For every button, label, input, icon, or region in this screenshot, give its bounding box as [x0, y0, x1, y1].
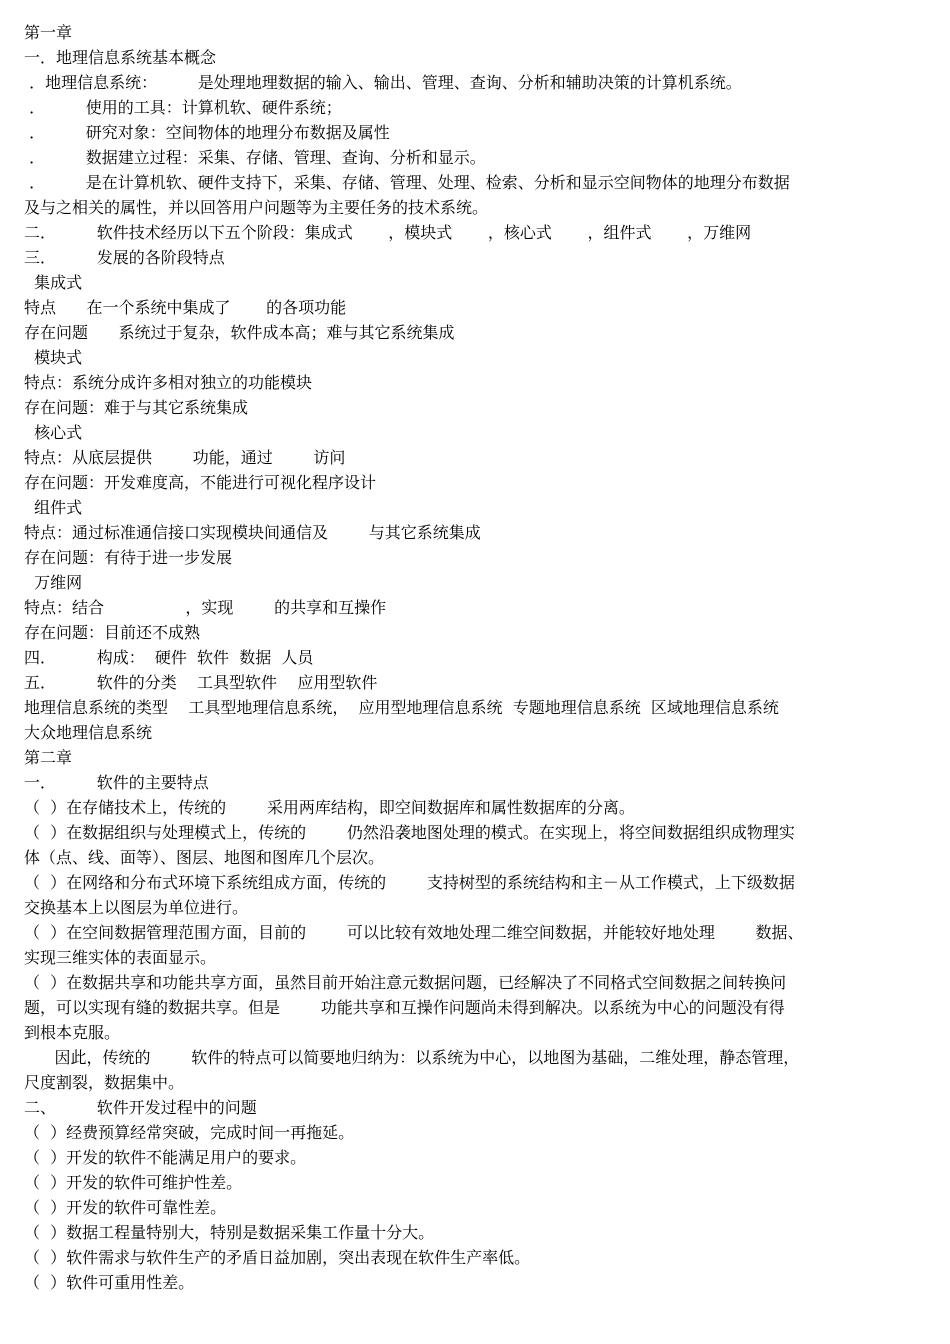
text-line: 题，可以实现有缝的数据共享。但是 功能共享和互操作问题尚未得到解决。以系统为中心的问题没有得	[24, 998, 785, 1017]
list-item: （ ）软件可重用性差。	[24, 1273, 195, 1292]
text-line: 因此，传统的 软件的特点可以简要地归纳为：以系统为中心，以地图为基础，二维处理，静态管理，	[24, 1048, 800, 1067]
text-line: 存在问题：目前还不成熟	[24, 623, 201, 642]
text-line: 尺度割裂，数据集中。	[24, 1073, 185, 1092]
list-item: （ ）开发的软件可维护性差。	[24, 1173, 243, 1192]
text-line: ． 数据建立过程：采集、存储、管理、查询、分析和显示。	[24, 148, 486, 167]
text-line: 特点：结合 ，实现 的共享和互操作	[24, 598, 387, 617]
text-line: 存在问题：开发难度高，不能进行可视化程序设计	[24, 473, 377, 492]
text-line: 特点 在一个系统中集成了 的各项功能	[24, 298, 347, 317]
section-heading: 一． 软件的主要特点	[24, 773, 209, 792]
list-item: （ ）在空间数据管理范围方面，目前的 可以比较有效地处理二维空间数据，并能较好地处理 数据、	[24, 923, 804, 942]
text-line: ． 使用的工具：计算机软、硬件系统；	[24, 98, 342, 117]
section-heading: 一．地理信息系统基本概念	[24, 48, 217, 67]
list-item: （ ）在网络和分布式环境下系统组成方面，传统的 支持树型的系统结构和主－从工作模式，上下级数据	[24, 873, 795, 892]
list-item: （ ）开发的软件可靠性差。	[24, 1198, 227, 1217]
text-line: 到根本克服。	[24, 1023, 121, 1042]
text-line: 特点：系统分成许多相对独立的功能模块	[24, 373, 313, 392]
text-line: 存在问题：难于与其它系统集成	[24, 398, 249, 417]
subheading: 核心式	[24, 423, 83, 442]
section-heading: 四． 构成： 硬件 软件 数据 人员	[24, 648, 314, 667]
text-line: 大众地理信息系统	[24, 723, 153, 742]
section-heading: 二． 软件技术经历以下五个阶段：集成式 ，模块式 ，核心式 ，组件式 ，万维网	[24, 223, 752, 242]
subheading: 万维网	[24, 573, 83, 592]
text-line: ．地理信息系统： 是处理地理数据的输入、输出、管理、查询、分析和辅助决策的计算机系统。	[24, 73, 742, 92]
text-line: 交换基本上以图层为单位进行。	[24, 898, 249, 917]
list-item: （ ）在数据组织与处理模式上，传统的 仍然沿袭地图处理的模式。在实现上，将空间数据组织成物理实	[24, 823, 795, 842]
chapter-2-title: 第二章	[24, 748, 73, 767]
list-item: （ ）数据工程量特别大，特别是数据采集工作量十分大。	[24, 1223, 435, 1242]
section-heading: 二、 软件开发过程中的问题	[24, 1098, 257, 1117]
text-line: 特点：通过标准通信接口实现模块间通信及 与其它系统集成	[24, 523, 481, 542]
list-item: （ ）软件需求与软件生产的矛盾日益加剧，突出表现在软件生产率低。	[24, 1248, 531, 1267]
text-line: 及与之相关的属性，并以回答用户问题等为主要任务的技术系统。	[24, 198, 489, 217]
text-line: 地理信息系统的类型 工具型地理信息系统， 应用型地理信息系统 专题地理信息系统 区域地理信息系统	[24, 698, 779, 717]
text-line: 存在问题 系统过于复杂，软件成本高；难与其它系统集成	[24, 323, 455, 342]
text-line: ． 研究对象：空间物体的地理分布数据及属性	[24, 123, 390, 142]
text-line: 实现三维实体的表面显示。	[24, 948, 217, 967]
text-line: 体（点、线、面等）、图层、地图和图库几个层次。	[24, 848, 385, 867]
list-item: （ ）经费预算经常突破，完成时间一再拖延。	[24, 1123, 355, 1142]
text-line: 特点：从底层提供 功能，通过 访问	[24, 448, 346, 467]
text-line: ． 是在计算机软、硬件支持下，采集、存储、管理、处理、检索、分析和显示空间物体的地理分布数据	[24, 173, 790, 192]
section-heading: 五． 软件的分类 工具型软件 应用型软件	[24, 673, 378, 692]
list-item: （ ）在存储技术上，传统的 采用两库结构，即空间数据库和属性数据库的分离。	[24, 798, 635, 817]
text-line: 存在问题：有待于进一步发展	[24, 548, 233, 567]
list-item: （ ）在数据共享和功能共享方面，虽然目前开始注意元数据问题，已经解决了不同格式空间数据之间转换问	[24, 973, 787, 992]
section-heading: 三． 发展的各阶段特点	[24, 248, 225, 267]
chapter-1-title: 第一章	[24, 23, 73, 42]
subheading: 模块式	[24, 348, 83, 367]
list-item: （ ）开发的软件不能满足用户的要求。	[24, 1148, 307, 1167]
subheading: 集成式	[24, 273, 83, 292]
subheading: 组件式	[24, 498, 83, 517]
